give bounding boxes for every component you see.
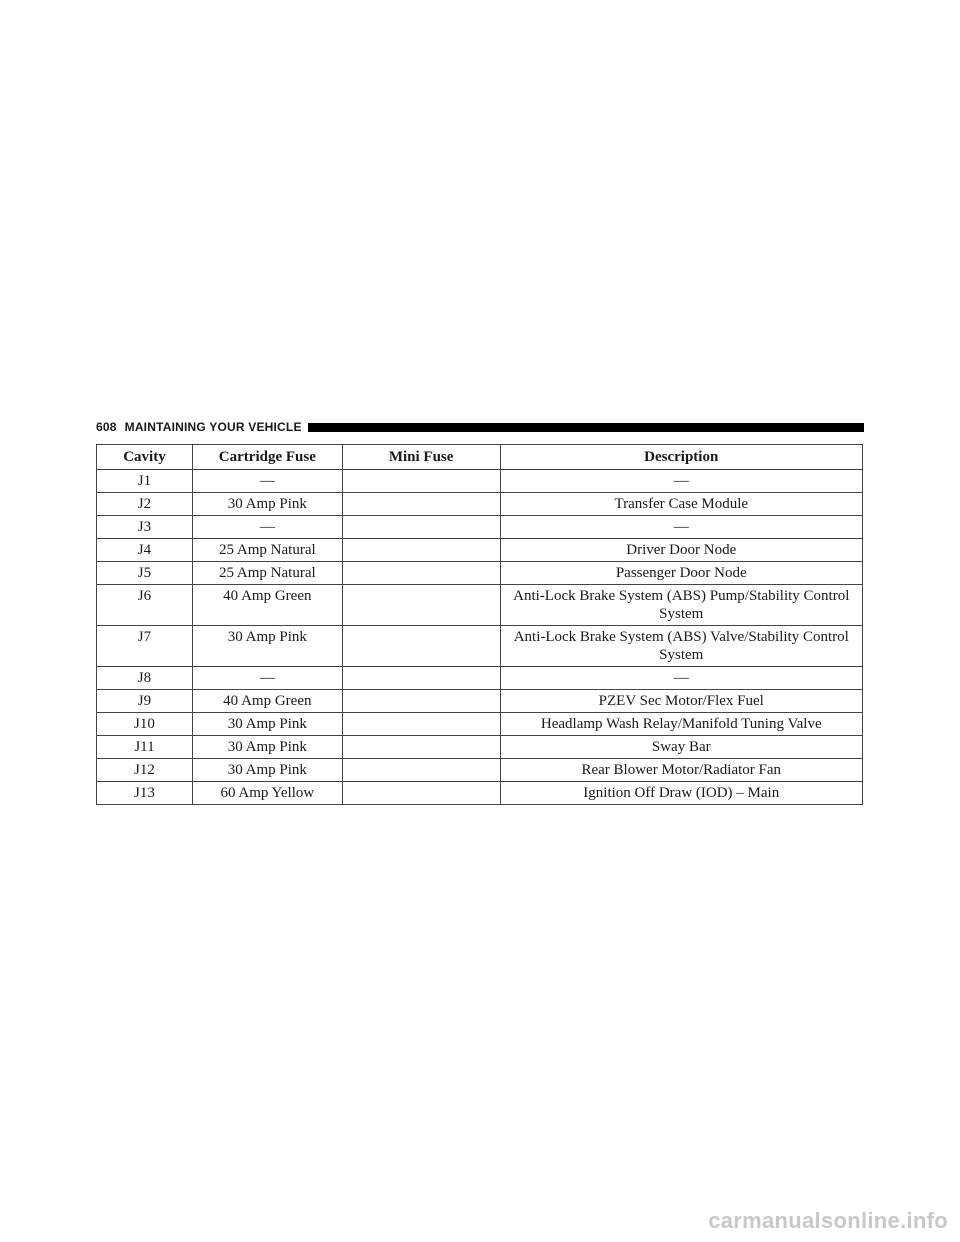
description-cell: Anti-Lock Brake System (ABS) Valve/Stability Control System — [500, 626, 863, 667]
mini-fuse-cell — [342, 626, 500, 667]
page-header — [96, 420, 864, 434]
column-header-cavity: Cavity — [97, 445, 193, 470]
cavity-cell: J4 — [97, 539, 193, 562]
description-cell: Rear Blower Motor/Radiator Fan — [500, 759, 863, 782]
page-number: 608 — [96, 420, 117, 434]
cavity-cell: J5 — [97, 562, 193, 585]
table-row — [97, 585, 863, 626]
watermark: carmanualsonline.info — [708, 1208, 948, 1233]
description-cell: Ignition Off Draw (IOD) – Main — [500, 782, 863, 805]
cavity-cell: J13 — [97, 782, 193, 805]
cartridge-fuse-cell: — — [192, 516, 342, 539]
cartridge-fuse-cell: 40 Amp Green — [192, 585, 342, 626]
description-cell: Passenger Door Node — [500, 562, 863, 585]
mini-fuse-cell — [342, 470, 500, 493]
cavity-cell: J7 — [97, 626, 193, 667]
fuse-table — [96, 444, 863, 805]
cavity-cell: J6 — [97, 585, 193, 626]
description-cell: Transfer Case Module — [500, 493, 863, 516]
cavity-cell: J1 — [97, 470, 193, 493]
table-row — [97, 626, 863, 667]
column-header-mini-fuse: Mini Fuse — [342, 445, 500, 470]
cartridge-fuse-cell: — — [192, 470, 342, 493]
description-cell: — — [500, 667, 863, 690]
mini-fuse-cell — [342, 736, 500, 759]
cavity-cell: J11 — [97, 736, 193, 759]
cartridge-fuse-cell: — — [192, 667, 342, 690]
description-cell: — — [500, 516, 863, 539]
table-row — [97, 470, 863, 493]
cartridge-fuse-cell: 60 Amp Yellow — [192, 782, 342, 805]
cavity-cell: J12 — [97, 759, 193, 782]
cartridge-fuse-cell: 30 Amp Pink — [192, 736, 342, 759]
table-row — [97, 562, 863, 585]
mini-fuse-cell — [342, 516, 500, 539]
cavity-cell: J8 — [97, 667, 193, 690]
cartridge-fuse-cell: 25 Amp Natural — [192, 539, 342, 562]
cavity-cell: J9 — [97, 690, 193, 713]
cartridge-fuse-cell: 30 Amp Pink — [192, 493, 342, 516]
header-rule — [308, 423, 864, 432]
table-header-row — [97, 445, 863, 470]
table-row — [97, 667, 863, 690]
description-cell: — — [500, 470, 863, 493]
description-cell: PZEV Sec Motor/Flex Fuel — [500, 690, 863, 713]
cartridge-fuse-cell: 30 Amp Pink — [192, 759, 342, 782]
table-row — [97, 759, 863, 782]
description-cell: Sway Bar — [500, 736, 863, 759]
cartridge-fuse-cell: 30 Amp Pink — [192, 626, 342, 667]
mini-fuse-cell — [342, 539, 500, 562]
mini-fuse-cell — [342, 493, 500, 516]
cavity-cell: J2 — [97, 493, 193, 516]
description-cell: Anti-Lock Brake System (ABS) Pump/Stability Control System — [500, 585, 863, 626]
mini-fuse-cell — [342, 562, 500, 585]
column-header-description: Description — [500, 445, 863, 470]
mini-fuse-cell — [342, 585, 500, 626]
table-row — [97, 539, 863, 562]
section-title: MAINTAINING YOUR VEHICLE — [124, 420, 302, 434]
mini-fuse-cell — [342, 782, 500, 805]
description-cell: Headlamp Wash Relay/Manifold Tuning Valve — [500, 713, 863, 736]
table-row — [97, 516, 863, 539]
table-row — [97, 713, 863, 736]
mini-fuse-cell — [342, 759, 500, 782]
mini-fuse-cell — [342, 713, 500, 736]
table-row — [97, 736, 863, 759]
cartridge-fuse-cell: 25 Amp Natural — [192, 562, 342, 585]
cartridge-fuse-cell: 40 Amp Green — [192, 690, 342, 713]
description-cell: Driver Door Node — [500, 539, 863, 562]
mini-fuse-cell — [342, 690, 500, 713]
column-header-cartridge-fuse: Cartridge Fuse — [192, 445, 342, 470]
cavity-cell: J3 — [97, 516, 193, 539]
cavity-cell: J10 — [97, 713, 193, 736]
cartridge-fuse-cell: 30 Amp Pink — [192, 713, 342, 736]
table-row — [97, 690, 863, 713]
mini-fuse-cell — [342, 667, 500, 690]
table-row — [97, 782, 863, 805]
table-row — [97, 493, 863, 516]
